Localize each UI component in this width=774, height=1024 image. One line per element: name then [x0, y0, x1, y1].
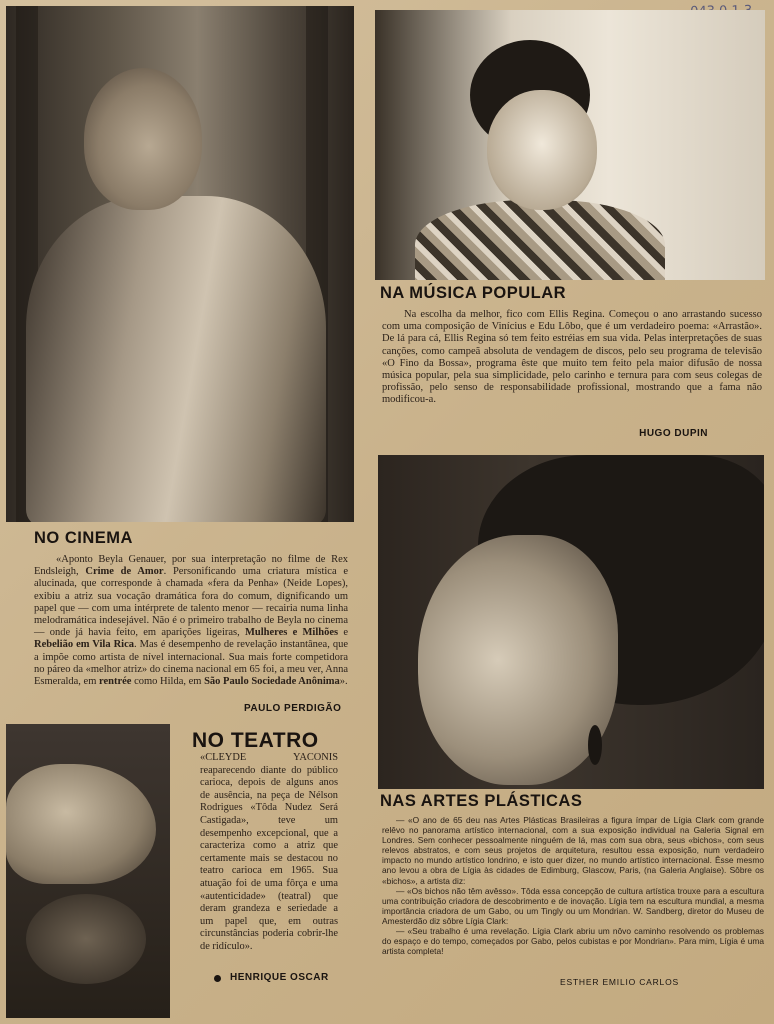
film-title: Mulheres e Milhões	[244, 627, 339, 639]
teatro-photo	[6, 724, 170, 1018]
cinema-photo	[6, 6, 354, 522]
musica-title: NA MÚSICA POPULAR	[380, 284, 567, 302]
musica-text	[382, 309, 762, 407]
artes-paragraph-2: — «Os bichos não têm avêsso». Tôda essa concepção de cultura artística trouxe para a escultura uma contribuição criadora de descobrimento e de inovação. Lígia tem na escultura mundial, a mesma importância criadora de um Gabo, ou um Tingly ou um Mondrian. W. Sandberg, diretor do Museu de Amesterdão diz sôbre Lígia Clark:	[382, 885, 764, 926]
teatro-text	[200, 752, 338, 954]
musica-photo	[375, 10, 765, 280]
cinema-title: NO CINEMA	[34, 529, 133, 547]
artes-paragraph-3: — «Seu trabalho é uma revelação. Lígia Clark abriu um nôvo caminho resolvendo os problemas do espaço e do tempo, começados por Gabo, pelos cubistas e por Mondrian». Para mim, Lígia é uma artista completa!	[382, 926, 764, 957]
rentree-word: rentrée	[99, 676, 132, 688]
artes-title: NAS ARTES PLÁSTICAS	[380, 792, 583, 810]
teatro-title: NO TEATRO	[192, 729, 319, 752]
film-title: São Paulo Sociedade Anônima	[204, 676, 340, 688]
artes-text	[382, 815, 764, 956]
artes-photo	[378, 455, 764, 789]
musica-byline: HUGO DUPIN	[639, 428, 708, 439]
musica-paragraph: Na escolha da melhor, fico com Ellis Regina. Começou o ano arrastando sucesso com uma composição de Vinícius e Edu Lôbo, que é um verdadeiro poema: «Arrastão». De lá para cá, Ellis Regina só tem feito estréias em sua vida. Pelas interpretações de suas canções, como campeã absoluta de vendagem de discos, pelo seu programa de televisão «O Fino da Bossa», programa êste que muito tem feito pela maior difusão de nossa música popular, pela sua simplicidade, pelo carinho e ternura para com seus colegas de profissão, pelo senso de responsabilidade profissional, mostrando que a fama não modificou-a.	[382, 309, 762, 406]
byline-bullet	[214, 975, 221, 982]
artes-paragraph-1: — «O ano de 65 deu nas Artes Plásticas Brasileiras a figura ímpar de Lígia Clark com grande relêvo no panorama artístico internacional, com a sua exposição individual na Galeria Signal em Londres. Sem conhecer pessoalmente ninguém de lá, mas com sua obra, seus «bichos», com seus relevos abstratos, e com seus projetos de arquitetura, resultou essa exposição, num verdadeiro impacto no mundo artístico londrino, e isto quer dizer, no mundo artístico internacional. Êsse mesmo ano levou a obra de Lígia às cidades de Edimburg, Glascow, Paris, (na Galeria Anglaise). Sôbre os «bichos», a artista diz:	[382, 815, 764, 886]
teatro-byline: HENRIQUE OSCAR	[230, 972, 329, 983]
cinema-text	[34, 554, 348, 688]
cinema-paragraph: «Aponto Beyla Genauer, por sua interpretação no filme de Rex Endsleigh, Crime de Amor. Personificando uma criatura mística e alucinada, que corresponde à chamada «fera da Penha» (Neide Lopes), exibiu a atriz sua vocação dramática fora do comum, dignificando um papel que — com uma intérprete de talento menor — recairia numa linha melodramática indesejável. Não é o primeiro trabalho de Beyla no cinema — onde já havia feito, em aparições ligeiras, Mulheres e Milhões e Rebelião em Vila Rica. Mas é desempenho de revelação instantânea, que a impõe como artista de nível internacional. Sua mais forte competidora no páreo da «melhor atriz» do cinema nacional em 65 foi, a meu ver, Anna Esmeralda, em rentrée como Hilda, em São Paulo Sociedade Anônima».	[34, 554, 349, 688]
film-title: Crime de Amor	[85, 566, 164, 578]
teatro-paragraph: «CLEYDE YACONIS reaparecendo diante do público carioca, depois de alguns anos de ausência, na peça de Nélson Rodrigues «Tôda Nudez Será Castigada», teve um desempenho excepcional, que a caracteriza como a atriz que certamente mais se destacou no teatro carioca em 1965. Sua atuação foi de uma fôrça e uma «autenticidade» (teatral) que deram grandeza e seriedade a um papel que, em outras circunstâncias poderia cobrir-lhe de ridículo».	[200, 752, 338, 952]
cinema-byline: PAULO PERDIGÃO	[244, 703, 342, 714]
artes-byline: ESTHER EMILIO CARLOS	[560, 977, 679, 987]
film-title: Rebelião em Vila Rica	[34, 639, 134, 651]
